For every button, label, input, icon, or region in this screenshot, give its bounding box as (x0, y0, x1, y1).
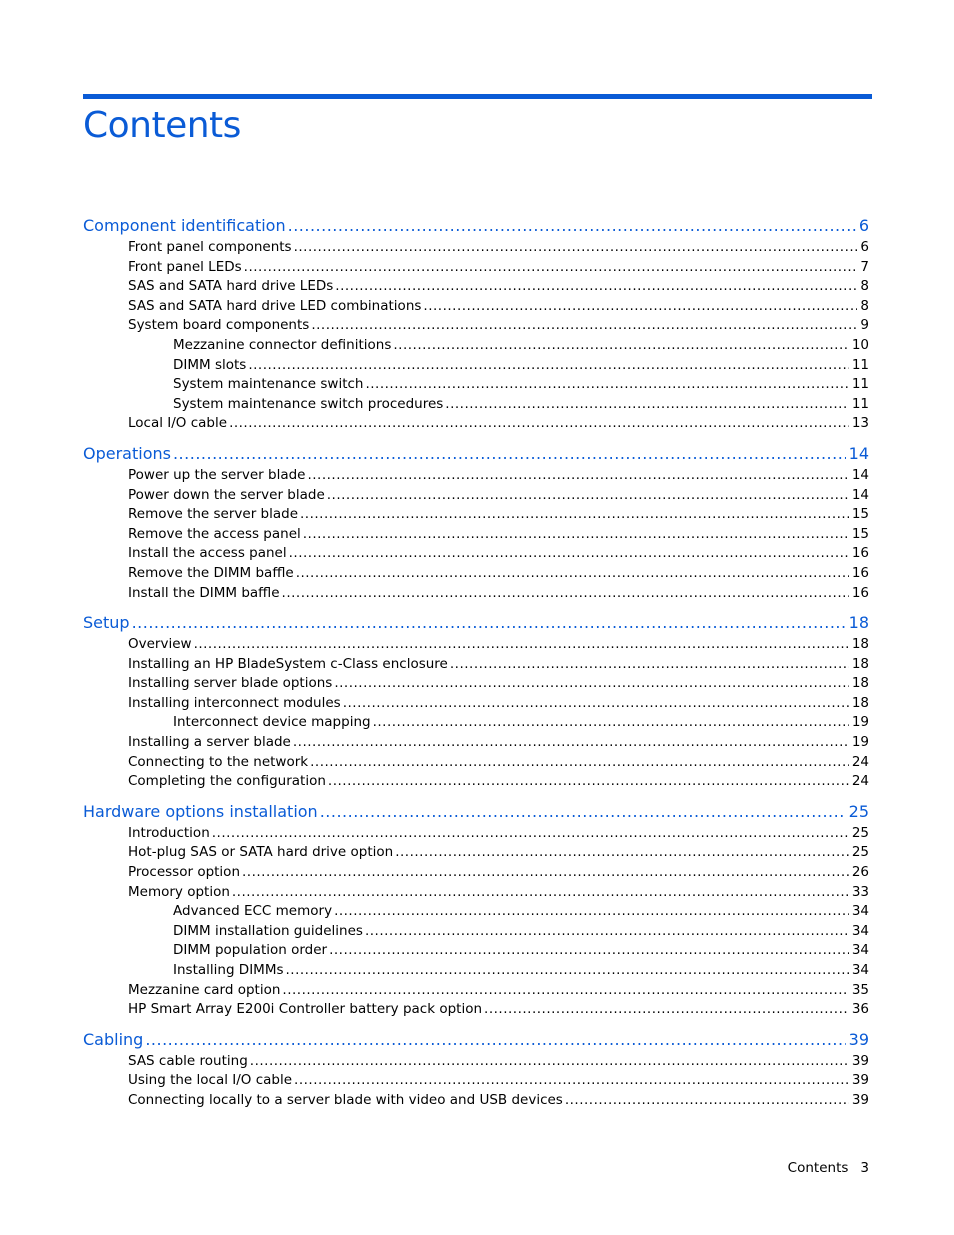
dot-leader (145, 1028, 845, 1052)
toc-entry-page[interactable]: 9 (860, 317, 869, 334)
toc-entry-title[interactable]: Cabling (83, 1029, 144, 1049)
toc-entry-page[interactable]: 39 (851, 1052, 869, 1069)
toc-entry-page[interactable]: 19 (851, 714, 869, 731)
toc-subsection[interactable] (83, 505, 869, 525)
toc-subsection[interactable] (83, 635, 869, 655)
dot-leader (393, 336, 848, 356)
toc-entry-title[interactable]: Power up the server blade (128, 466, 306, 483)
toc-entry-page[interactable]: 14 (848, 443, 869, 463)
toc-subsection[interactable] (83, 981, 869, 1001)
dot-leader (194, 635, 849, 655)
toc-entry-title[interactable]: Connecting locally to a server blade with video and USB devices (128, 1091, 563, 1108)
toc-entry-page[interactable]: 16 (851, 564, 869, 581)
toc-entry-title[interactable]: Remove the access panel (128, 525, 301, 542)
dot-leader (282, 981, 848, 1001)
toc-subsection[interactable] (83, 1000, 869, 1020)
toc-subsection[interactable] (83, 753, 869, 773)
toc-entry-page[interactable]: 16 (851, 545, 869, 562)
toc-subsection[interactable] (83, 843, 869, 863)
toc-entry-title[interactable]: Installing a server blade (128, 734, 291, 751)
toc-entry-page[interactable]: 34 (851, 903, 869, 920)
dot-leader (212, 824, 849, 844)
dot-leader (232, 883, 849, 903)
dot-leader (132, 611, 846, 635)
toc-subsubsection[interactable] (83, 336, 869, 356)
dot-leader (293, 733, 849, 753)
toc-entry-title[interactable]: Front panel LEDs (128, 258, 242, 275)
toc-entry-page[interactable]: 8 (860, 278, 869, 295)
toc-chapter[interactable] (83, 611, 869, 635)
toc-entry-title[interactable]: Component identification (83, 216, 286, 235)
toc-entry-title[interactable]: Overview (128, 636, 192, 653)
toc-entry-page[interactable]: 25 (848, 801, 869, 821)
toc-entry-page[interactable]: 11 (851, 376, 869, 393)
toc-entry-page[interactable]: 14 (851, 486, 869, 503)
toc-entry-page[interactable]: 7 (860, 258, 869, 275)
dot-leader (294, 1071, 849, 1091)
toc-subsection[interactable] (83, 674, 869, 694)
toc-entry-page[interactable]: 36 (851, 1001, 869, 1018)
toc-subsection[interactable] (83, 733, 869, 753)
toc-entry-page[interactable]: 18 (848, 613, 869, 633)
toc-subsection[interactable] (83, 824, 869, 844)
toc-subsection[interactable] (83, 1052, 869, 1072)
toc-entry-title[interactable]: SAS cable routing (128, 1052, 248, 1069)
toc-subsubsection[interactable] (83, 941, 869, 961)
toc-entry-title[interactable]: Front panel components (128, 239, 292, 255)
dot-leader (365, 375, 848, 395)
toc-chapter[interactable] (83, 214, 869, 238)
toc-entry-page[interactable]: 39 (851, 1091, 869, 1108)
toc-entry-page[interactable]: 24 (851, 753, 869, 770)
toc-subsection[interactable] (83, 466, 869, 486)
toc-section (83, 611, 869, 792)
toc-entry-page[interactable]: 15 (851, 506, 869, 523)
dot-leader (250, 1052, 849, 1072)
page-title: Contents (83, 105, 241, 146)
dot-leader (248, 356, 848, 376)
dot-leader (445, 395, 849, 415)
dot-leader (288, 214, 856, 238)
dot-leader (244, 258, 858, 278)
toc-entry-page[interactable]: 16 (851, 584, 869, 601)
dot-leader (334, 674, 848, 694)
toc-subsection[interactable] (83, 544, 869, 564)
toc-entry-title[interactable]: Mezzanine connector definitions (173, 336, 392, 353)
toc-subsection[interactable] (83, 655, 869, 675)
toc-entry-title[interactable]: Installing server blade options (128, 675, 333, 692)
footer-page-number: 3 (860, 1160, 869, 1176)
dot-leader (303, 525, 849, 545)
toc-entry-title[interactable]: Interconnect device mapping (173, 714, 371, 731)
toc-entry-page[interactable]: 8 (860, 297, 869, 314)
toc-entry-title[interactable]: Power down the server blade (128, 486, 325, 503)
dot-leader (294, 238, 858, 258)
toc-entry-title[interactable]: DIMM population order (173, 942, 328, 959)
toc-entry-page[interactable]: 34 (851, 942, 869, 959)
dot-leader (242, 863, 849, 883)
table-of-contents (83, 214, 869, 1119)
toc-entry-page[interactable]: 25 (851, 844, 869, 861)
toc-entry-title[interactable]: HP Smart Array E200i Controller battery pack option (128, 1001, 483, 1018)
toc-entry-title[interactable]: Processor option (128, 864, 241, 881)
toc-entry-page[interactable]: 26 (851, 864, 869, 881)
toc-subsection[interactable] (83, 525, 869, 545)
dot-leader (335, 277, 857, 297)
toc-entry-title[interactable]: System board components (128, 317, 310, 334)
toc-subsection[interactable] (83, 863, 869, 883)
toc-entry-title[interactable]: Remove the server blade (128, 506, 299, 523)
dot-leader (343, 694, 849, 714)
toc-entry-page[interactable]: 11 (851, 356, 869, 373)
dot-leader (365, 922, 849, 942)
toc-subsection[interactable] (83, 414, 869, 434)
toc-subsubsection[interactable] (83, 375, 869, 395)
toc-entry-title[interactable]: System maintenance switch procedures (173, 395, 444, 412)
toc-entry-title[interactable]: Installing interconnect modules (128, 694, 341, 711)
dot-leader (328, 772, 849, 792)
toc-subsection[interactable] (83, 297, 869, 317)
toc-entry-page[interactable]: 18 (851, 655, 869, 672)
toc-subsubsection[interactable] (83, 356, 869, 376)
dot-leader (296, 564, 849, 584)
dot-leader (334, 902, 849, 922)
dot-leader (310, 753, 849, 773)
toc-entry-page[interactable]: 39 (851, 1072, 869, 1089)
toc-entry-page[interactable]: 33 (851, 883, 869, 900)
toc-subsection[interactable] (83, 772, 869, 792)
toc-entry-page[interactable]: 25 (851, 824, 869, 841)
toc-entry-page[interactable]: 34 (851, 922, 869, 939)
toc-entry-title[interactable]: Installing an HP BladeSystem c-Class enclosure (128, 655, 448, 672)
toc-entry-page[interactable]: 15 (851, 525, 869, 542)
toc-subsubsection[interactable] (83, 395, 869, 415)
toc-subsection[interactable] (83, 258, 869, 278)
toc-chapter[interactable] (83, 442, 869, 466)
toc-subsection[interactable] (83, 238, 869, 258)
toc-entry-title[interactable]: Hot-plug SAS or SATA hard drive option (128, 844, 394, 861)
page-footer (788, 1158, 869, 1178)
toc-entry-title[interactable]: System maintenance switch (173, 376, 364, 393)
toc-section (83, 1028, 869, 1111)
toc-subsection[interactable] (83, 1091, 869, 1111)
toc-entry-page[interactable]: 24 (851, 773, 869, 790)
dot-leader (311, 316, 857, 336)
toc-entry-page[interactable]: 10 (851, 336, 869, 353)
toc-entry-page[interactable]: 18 (851, 694, 869, 711)
dot-leader (565, 1091, 849, 1111)
toc-entry-title[interactable]: SAS and SATA hard drive LED combinations (128, 297, 422, 314)
footer-label: Contents (787, 1160, 849, 1176)
dot-leader (450, 655, 849, 675)
dot-leader (320, 800, 846, 824)
toc-entry-title[interactable]: Connecting to the network (128, 753, 309, 770)
dot-leader (286, 961, 849, 981)
toc-entry-title[interactable]: Introduction (128, 824, 210, 841)
toc-entry-page[interactable]: 18 (851, 636, 869, 653)
toc-entry-title[interactable]: Install the DIMM baffle (128, 584, 280, 601)
toc-entry-title[interactable]: DIMM slots (173, 356, 247, 373)
dot-leader (395, 843, 849, 863)
dot-leader (423, 297, 857, 317)
toc-subsubsection[interactable] (83, 961, 869, 981)
toc-entry-page[interactable]: 19 (851, 734, 869, 751)
dot-leader (307, 466, 848, 486)
dot-leader (173, 442, 846, 466)
toc-entry-title[interactable]: Hardware options installation (83, 801, 318, 821)
toc-subsection[interactable] (83, 316, 869, 336)
toc-entry-page[interactable]: 13 (851, 415, 869, 432)
toc-entry-page[interactable]: 6 (860, 239, 869, 255)
toc-subsection[interactable] (83, 1071, 869, 1091)
toc-entry-title[interactable]: Operations (83, 443, 171, 463)
dot-leader (229, 414, 849, 434)
toc-entry-page[interactable]: 39 (848, 1029, 869, 1049)
toc-entry-title[interactable]: Using the local I/O cable (128, 1072, 293, 1089)
toc-entry-page[interactable]: 14 (851, 466, 869, 483)
toc-entry-page[interactable]: 11 (851, 395, 869, 412)
toc-entry-page[interactable]: 35 (851, 981, 869, 998)
toc-subsection[interactable] (83, 486, 869, 506)
dot-leader (373, 713, 849, 733)
dot-leader (282, 584, 849, 604)
toc-subsubsection[interactable] (83, 902, 869, 922)
toc-subsection[interactable] (83, 694, 869, 714)
toc-chapter[interactable] (83, 800, 869, 824)
dot-leader (300, 505, 849, 525)
toc-subsection[interactable] (83, 564, 869, 584)
toc-subsection[interactable] (83, 277, 869, 297)
toc-section (83, 214, 869, 434)
toc-entry-title[interactable]: Setup (83, 613, 130, 633)
toc-entry-title[interactable]: Advanced ECC memory (173, 903, 333, 920)
title-rule (83, 94, 872, 99)
toc-entry-title[interactable]: Local I/O cable (128, 415, 228, 432)
toc-entry-page[interactable]: 34 (851, 962, 869, 978)
toc-entry-title[interactable]: DIMM installation guidelines (173, 922, 363, 939)
dot-leader (289, 544, 849, 564)
toc-section (83, 800, 869, 1020)
toc-entry-title[interactable]: Memory option (128, 883, 230, 900)
toc-subsubsection[interactable] (83, 922, 869, 942)
toc-entry-title[interactable]: Installing DIMMs (173, 962, 284, 978)
dot-leader (329, 941, 849, 961)
toc-entry-title[interactable]: Completing the configuration (128, 773, 326, 790)
toc-entry-title[interactable]: Mezzanine card option (128, 981, 281, 998)
toc-subsection[interactable] (83, 584, 869, 604)
toc-subsection[interactable] (83, 883, 869, 903)
toc-subsubsection[interactable] (83, 713, 869, 733)
toc-entry-title[interactable]: SAS and SATA hard drive LEDs (128, 278, 334, 295)
toc-entry-title[interactable]: Install the access panel (128, 545, 287, 562)
dot-leader (327, 486, 849, 506)
toc-section (83, 442, 869, 603)
toc-chapter[interactable] (83, 1028, 869, 1052)
toc-entry-page[interactable]: 6 (858, 216, 869, 235)
toc-entry-page[interactable]: 18 (851, 675, 869, 692)
toc-entry-title[interactable]: Remove the DIMM baffle (128, 564, 294, 581)
dot-leader (484, 1000, 849, 1020)
